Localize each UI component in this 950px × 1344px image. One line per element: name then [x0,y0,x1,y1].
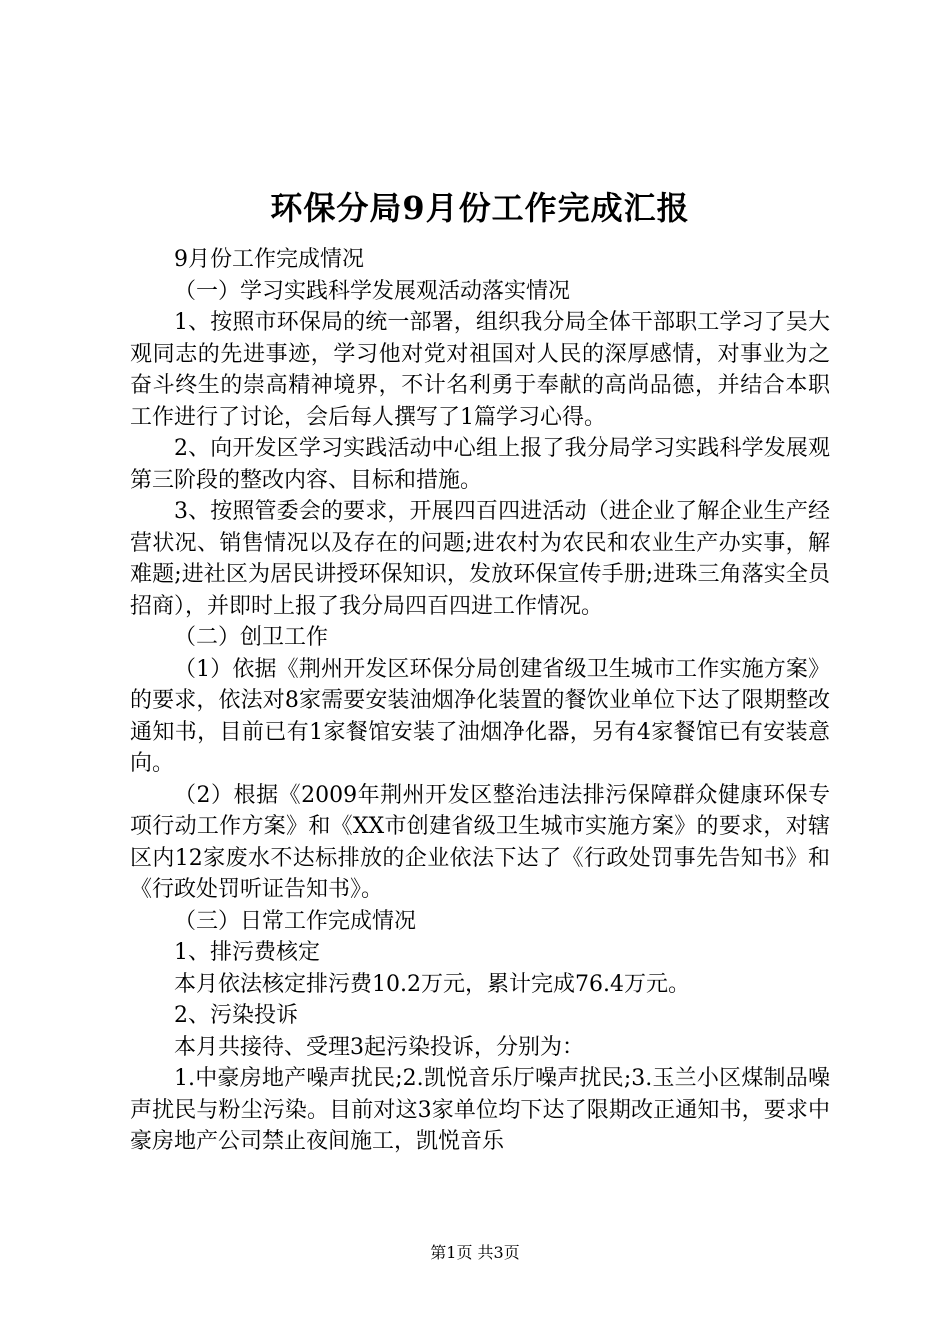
subsection-heading: （一）学习实践科学发展观活动落实情况 [174,278,571,304]
paragraph: 3、按照管委会的要求，开展四百四进活动（进企业了解企业生产经营状况、销售情况以及存在的问题;进农村为农民和农业生产办实事，解难题;进社区为居民讲授环保知识，发放环保宣传手册;进珠三角落实全员招商），并即时上报了我分局四百四进工作情况。 [130,499,830,619]
paragraph: （2）根据《2009年荆州开发区整治违法排污保障群众健康环保专项行动工作方案》和《XX市创建省级卫生城市实施方案》的要求，对辖区内12家废水不达标排放的企业依法下达了《行政处罚事先告知书》和《行政处罚听证告知书》。 [130,782,830,902]
paragraph: （1）依据《荆州开发区环保分局创建省级卫生城市工作实施方案》的要求，依法对8家需要安装油烟净化装置的餐饮业单位下达了限期整改通知书，目前已有1家餐馆安装了油烟净化器，另有4家餐馆已有安装意向。 [130,656,830,776]
paragraph: 本月共接待、受理3起污染投诉，分别为： [174,1034,584,1060]
subsection-heading: （三）日常工作完成情况 [174,908,417,934]
section-heading: 9月份工作完成情况 [174,247,364,272]
page-footer: 第1页 共3页 [430,1243,520,1262]
subsection-heading: （二）创卫工作 [174,625,329,650]
paragraph: 1、排污费核定 [174,940,320,965]
document-page [130,178,830,1158]
paragraph: 1、按照市环保局的统一部署，组织我分局全体干部职工学习了吴大观同志的先进事迹，学习他对党对祖国对人民的深厚感情，对事业为之奋斗终生的崇高精神境界，不计名利勇于奉献的高尚品德，并结合本职工作进行了讨论，会后每人撰写了1篇学习心得。 [130,310,830,430]
paragraph: 2、向开发区学习实践活动中心组上报了我分局学习实践科学发展观第三阶段的整改内容、目标和措施。 [130,436,830,493]
paragraph: 1.中豪房地产噪声扰民;2.凯悦音乐厅噪声扰民;3.玉兰小区煤制品噪声扰民与粉尘污染。目前对这3家单位均下达了限期改正通知书，要求中豪房地产公司禁止夜间施工，凯悦音乐 [130,1066,830,1154]
paragraph: 2、污染投诉 [174,1003,298,1028]
document-title: 环保分局9月份工作完成汇报 [270,189,690,227]
paragraph: 本月依法核定排污费10.2万元，累计完成76.4万元。 [174,971,690,997]
